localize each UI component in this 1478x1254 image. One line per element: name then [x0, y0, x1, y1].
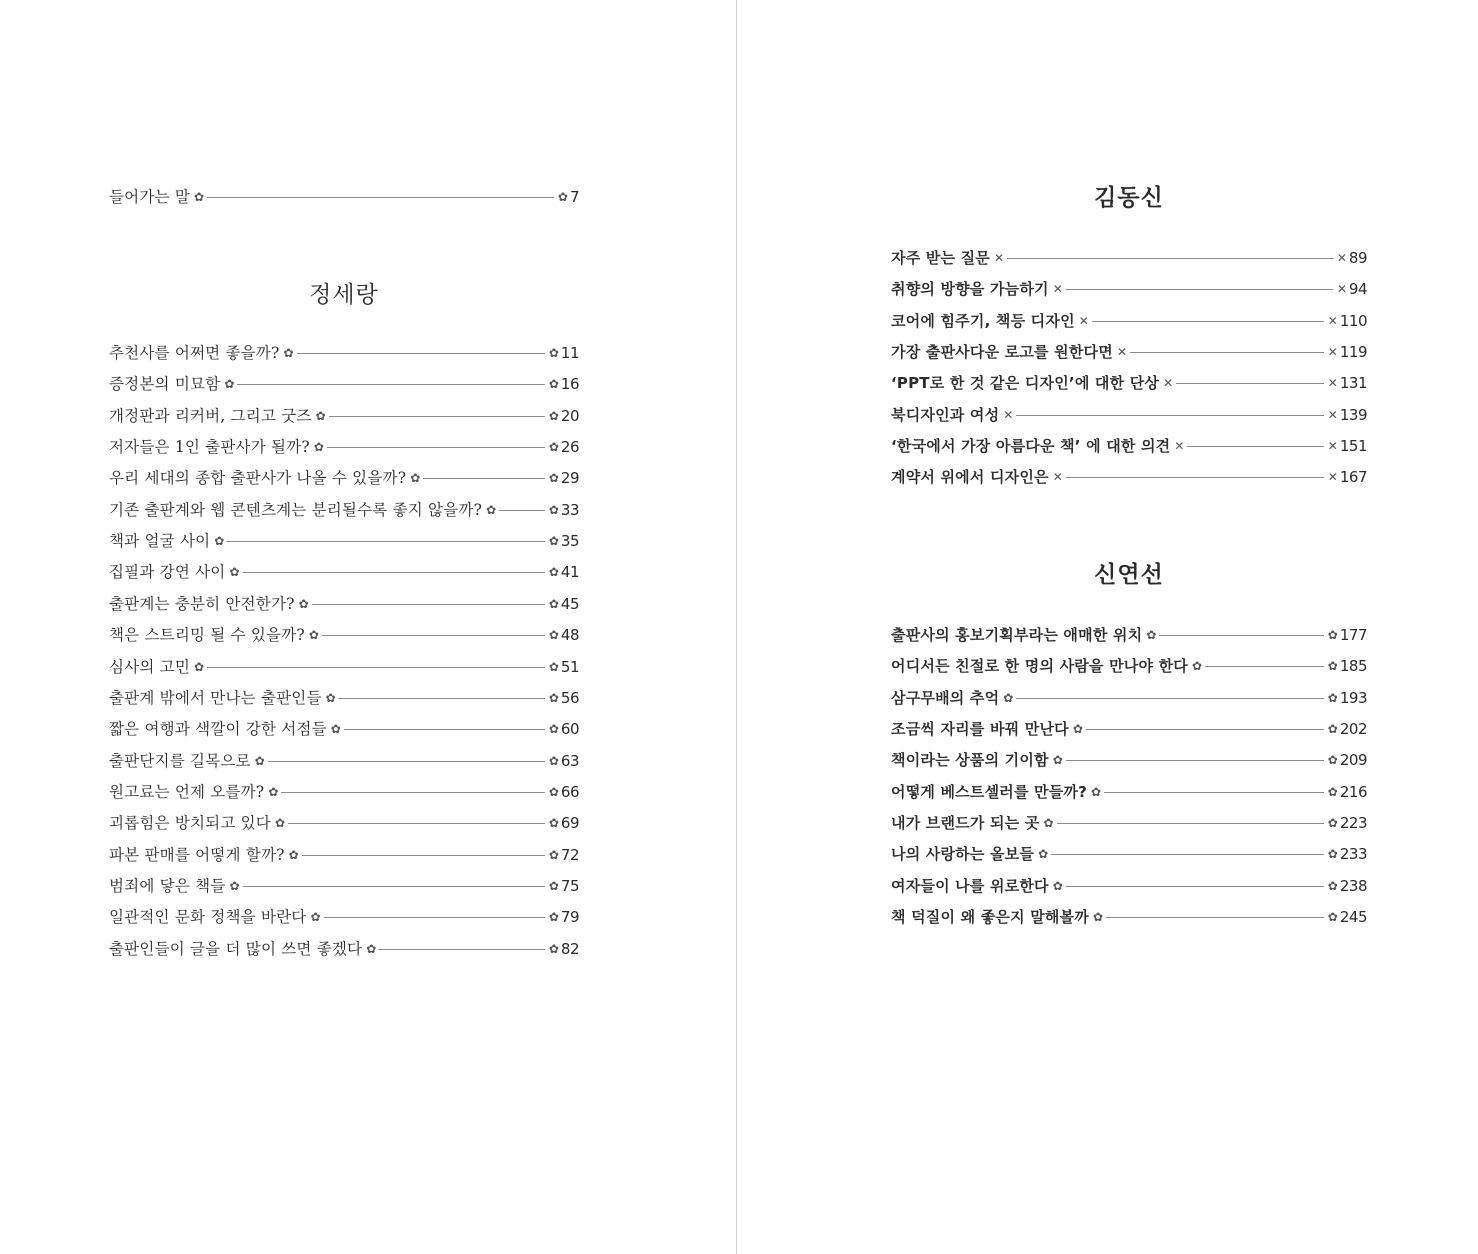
page-number: 202 [1339, 720, 1367, 739]
flower-icon: ✿ [275, 816, 286, 831]
toc-entry[interactable] [109, 623, 579, 647]
page-number: 75 [560, 876, 579, 895]
toc-entry[interactable] [109, 749, 579, 773]
entry-title: ‘PPT로 한 것 같은 디자인’에 대한 단상 [891, 374, 1160, 393]
dot-leader [1176, 383, 1324, 384]
cross-icon: ✕ [1327, 407, 1338, 422]
flower-icon: ✿ [1146, 628, 1157, 642]
cross-icon: ✕ [1336, 251, 1347, 265]
dot-leader [288, 823, 545, 824]
page-number: 185 [1339, 657, 1367, 676]
dot-leader [322, 635, 545, 636]
page-number: 139 [1339, 405, 1367, 424]
flower-icon: ✿ [548, 565, 559, 580]
toc-entry[interactable] [109, 780, 579, 804]
flower-icon: ✿ [366, 941, 377, 956]
flower-icon: ✿ [310, 910, 321, 925]
page-number: 20 [560, 406, 579, 425]
toc-entry[interactable] [891, 748, 1367, 772]
entry-title: 출판계는 충분히 안전한가? [109, 594, 295, 613]
flower-icon: ✿ [1091, 784, 1102, 799]
flower-icon: ✿ [1327, 847, 1338, 862]
entry-title: 추천사를 어쩌면 좋을까? [109, 344, 280, 362]
dot-leader [329, 416, 545, 417]
page-number: 7 [569, 188, 579, 206]
section-heading-jung-serang: 정세랑 [309, 282, 379, 308]
flower-icon: ✿ [548, 346, 559, 360]
dot-leader [243, 886, 545, 887]
entry-title: 기존 출판계와 웹 콘텐츠계는 분리될수록 좋지 않을까? [109, 500, 483, 519]
toc-entry[interactable] [109, 686, 579, 710]
toc-entry[interactable] [109, 435, 579, 459]
toc-entry[interactable] [891, 686, 1367, 710]
toc-entry[interactable] [109, 874, 579, 898]
dot-leader [243, 572, 545, 573]
dot-leader [1106, 917, 1324, 918]
flower-icon: ✿ [1327, 816, 1338, 831]
entry-title: 괴롭힘은 방치되고 있다 [109, 814, 271, 833]
toc-entry[interactable] [109, 529, 579, 553]
dot-leader [324, 917, 545, 918]
cross-icon: ✕ [1327, 376, 1338, 391]
flower-icon: ✿ [548, 878, 559, 893]
entry-title: 계약서 위에서 디자인은 [891, 468, 1049, 487]
toc-entry[interactable] [891, 905, 1367, 929]
entry-title: 들어가는 말 [109, 188, 190, 206]
toc-entry[interactable] [109, 937, 579, 961]
page-number: 193 [1339, 688, 1367, 707]
flower-icon: ✿ [224, 377, 235, 392]
toc-entry[interactable] [109, 811, 579, 835]
entry-title: 북디자인과 여성 [891, 405, 1000, 424]
cross-icon: ✕ [1327, 470, 1338, 485]
left-page [0, 0, 736, 1254]
entry-title: 출판단지를 길목으로 [109, 751, 251, 770]
page-number: 11 [560, 344, 579, 362]
page-number: 16 [560, 375, 579, 394]
flower-icon: ✿ [1038, 847, 1049, 862]
cross-icon: ✕ [1116, 345, 1127, 360]
page-number: 233 [1339, 845, 1367, 864]
right-page [737, 0, 1478, 1254]
entry-title: 집필과 강연 사이 [109, 563, 226, 582]
toc-entry[interactable] [109, 372, 579, 396]
dot-leader [1066, 760, 1324, 761]
page-number: 79 [560, 908, 579, 927]
toc-entry[interactable] [891, 623, 1367, 647]
toc-entry[interactable] [891, 465, 1367, 489]
flower-icon: ✿ [254, 753, 265, 768]
entry-title: 어떻게 베스트셀러를 만들까? [891, 782, 1088, 801]
page-number: 223 [1339, 814, 1367, 833]
flower-icon: ✿ [548, 534, 559, 549]
dot-leader [1066, 886, 1324, 887]
dot-leader [268, 761, 545, 762]
page-number: 209 [1339, 751, 1367, 770]
flower-icon: ✿ [229, 565, 240, 580]
flower-icon: ✿ [548, 596, 559, 611]
page-number: 33 [560, 500, 579, 519]
page-number: 245 [1339, 908, 1367, 927]
page-number: 119 [1339, 343, 1367, 362]
toc-entry[interactable] [891, 434, 1367, 458]
flower-icon: ✿ [1052, 878, 1063, 893]
flower-icon: ✿ [1327, 659, 1338, 674]
flower-icon: ✿ [548, 941, 559, 956]
entry-title: 취향의 방향을 가늠하기 [891, 280, 1049, 299]
entry-title: 원고료는 언제 오를까? [109, 782, 265, 801]
entry-title: 여자들이 나를 위로한다 [891, 876, 1049, 895]
toc-entry[interactable] [109, 404, 579, 428]
entry-title: 삼구무배의 추억 [891, 688, 1000, 707]
dot-leader [1066, 289, 1333, 290]
entry-title: 저자들은 1인 출판사가 될까? [109, 438, 310, 457]
dot-leader [1159, 635, 1323, 636]
flower-icon: ✿ [1052, 753, 1063, 768]
entry-title: 출판인들이 글을 더 많이 쓰면 좋겠다 [109, 939, 363, 958]
flower-icon: ✿ [548, 659, 559, 674]
entry-title: 자주 받는 질문 [891, 249, 990, 267]
page-number: 35 [560, 532, 579, 551]
entry-title: 개정판과 리커버, 그리고 굿즈 [109, 406, 312, 425]
toc-entry[interactable] [109, 466, 579, 490]
flower-icon: ✿ [298, 596, 309, 611]
page-number: 51 [560, 657, 579, 676]
page-number: 177 [1339, 626, 1367, 644]
toc-entry[interactable] [891, 811, 1367, 835]
flower-icon: ✿ [1003, 690, 1014, 705]
cross-icon: ✕ [1327, 313, 1338, 328]
dot-leader [1007, 258, 1333, 259]
entry-title: 코어에 힘주기, 책등 디자인 [891, 311, 1075, 330]
flower-icon: ✿ [325, 690, 336, 705]
flower-icon: ✿ [214, 534, 225, 549]
entry-title: 어디서든 친절로 한 명의 사람을 만나야 한다 [891, 657, 1188, 676]
cross-icon: ✕ [1052, 282, 1063, 297]
flower-icon: ✿ [1092, 910, 1104, 925]
dot-leader [1092, 321, 1324, 322]
toc-entry[interactable] [891, 246, 1367, 270]
toc-entry[interactable] [891, 309, 1367, 333]
flower-icon: ✿ [315, 408, 326, 423]
dot-leader [327, 447, 545, 448]
cross-icon: ✕ [1327, 439, 1338, 454]
flower-icon: ✿ [1327, 910, 1338, 925]
entry-title: 짧은 여행과 색깔이 강한 서점들 [109, 720, 327, 739]
entry-title: 조금씩 자리를 바꿔 만난다 [891, 720, 1069, 739]
page-number: 151 [1339, 437, 1367, 456]
dot-leader [499, 510, 545, 511]
dot-leader [1130, 352, 1324, 353]
entry-title: 책 덕질이 왜 좋은지 말해볼까 [891, 908, 1089, 927]
dot-leader [1086, 729, 1324, 730]
entry-title: 가장 출판사다운 로고를 원한다면 [891, 343, 1113, 362]
toc-entry[interactable] [109, 498, 579, 522]
entry-title: 내가 브랜드가 되는 곳 [891, 814, 1040, 833]
cross-icon: ✕ [994, 251, 1005, 265]
entry-title: 파본 판매를 어떻게 할까? [109, 845, 285, 864]
flower-icon: ✿ [548, 408, 559, 423]
entry-title: ‘한국에서 가장 아름다운 책’ 에 대한 의견 [891, 437, 1171, 456]
flower-icon: ✿ [548, 690, 559, 705]
cross-icon: ✕ [1174, 439, 1185, 454]
toc-entry[interactable] [891, 371, 1367, 395]
dot-leader [227, 541, 544, 542]
section-heading-kim-dongshin: 김동신 [1094, 185, 1164, 211]
page-number: 29 [560, 469, 579, 488]
flower-icon: ✿ [194, 659, 205, 674]
cross-icon: ✕ [1052, 470, 1063, 485]
flower-icon: ✿ [1327, 878, 1338, 893]
toc-entry[interactable] [109, 843, 579, 867]
page-number: 60 [560, 720, 579, 739]
entry-title: 일관적인 문화 정책을 바란다 [109, 908, 307, 927]
dot-leader [302, 855, 545, 856]
toc-entry[interactable] [891, 277, 1367, 301]
flower-icon: ✿ [330, 722, 341, 737]
entry-title: 우리 세대의 종합 출판사가 나올 수 있을까? [109, 469, 407, 488]
entry-title: 범죄에 닿은 책들 [109, 876, 226, 895]
page-number: 167 [1339, 468, 1367, 487]
flower-icon: ✿ [1327, 722, 1338, 737]
entry-title: 책이라는 상품의 기이함 [891, 751, 1049, 770]
toc-entry[interactable] [891, 340, 1367, 364]
page-number: 69 [560, 814, 579, 833]
section-heading-shin-yeonseon: 신연선 [1094, 562, 1164, 588]
toc-entry[interactable] [109, 717, 579, 741]
flower-icon: ✿ [548, 784, 559, 799]
toc-entry[interactable] [109, 592, 579, 616]
flower-icon: ✿ [308, 628, 319, 643]
dot-leader [1187, 446, 1323, 447]
page-number: 238 [1339, 876, 1367, 895]
dot-leader [379, 949, 545, 950]
toc-entry[interactable] [891, 842, 1367, 866]
cross-icon: ✕ [1336, 282, 1347, 297]
toc-entry[interactable] [109, 905, 579, 929]
flower-icon: ✿ [1043, 816, 1054, 831]
flower-icon: ✿ [410, 471, 421, 486]
dot-leader [344, 729, 545, 730]
flower-icon: ✿ [313, 440, 324, 455]
flower-icon: ✿ [1072, 722, 1083, 737]
flower-icon: ✿ [1191, 659, 1203, 674]
cross-icon: ✕ [1003, 407, 1014, 422]
dot-leader [1016, 415, 1323, 416]
dot-leader [312, 604, 545, 605]
entry-title: 출판사의 홍보기획부라는 애매한 위치 [891, 626, 1143, 644]
toc-entry[interactable] [891, 717, 1367, 741]
page-number: 45 [560, 594, 579, 613]
flower-icon: ✿ [194, 190, 205, 204]
entry-title: 출판계 밖에서 만나는 출판인들 [109, 688, 322, 707]
flower-icon: ✿ [229, 878, 240, 893]
flower-icon: ✿ [548, 502, 559, 517]
flower-icon: ✿ [288, 847, 299, 862]
dot-leader [1205, 666, 1324, 667]
toc-entry[interactable] [109, 560, 579, 584]
dot-leader [297, 353, 545, 354]
page-number: 56 [560, 688, 579, 707]
dot-leader [207, 197, 554, 198]
page-number: 48 [560, 626, 579, 645]
flower-icon: ✿ [548, 471, 559, 486]
dot-leader [339, 698, 545, 699]
dot-leader [1057, 823, 1324, 824]
flower-icon: ✿ [548, 910, 559, 925]
dot-leader [1066, 477, 1324, 478]
flower-icon: ✿ [548, 847, 559, 862]
page-number: 216 [1339, 782, 1367, 801]
cross-icon: ✕ [1078, 313, 1089, 328]
flower-icon: ✿ [283, 346, 294, 360]
entry-title: 심사의 고민 [109, 657, 190, 676]
page-number: 110 [1339, 311, 1367, 330]
dot-leader [1104, 792, 1324, 793]
flower-icon: ✿ [548, 722, 559, 737]
flower-icon: ✿ [1327, 753, 1338, 768]
flower-icon: ✿ [486, 502, 497, 517]
toc-entry[interactable] [891, 403, 1367, 427]
cross-icon: ✕ [1327, 345, 1338, 360]
page-number: 41 [560, 563, 579, 582]
dot-leader [1016, 698, 1323, 699]
flower-icon: ✿ [557, 190, 568, 204]
dot-leader [423, 478, 545, 479]
flower-icon: ✿ [548, 628, 559, 643]
page-number: 66 [560, 782, 579, 801]
flower-icon: ✿ [548, 440, 559, 455]
dot-leader [237, 384, 544, 385]
dot-leader [207, 667, 545, 668]
entry-title: 책과 얼굴 사이 [109, 532, 211, 551]
toc-entry[interactable] [891, 780, 1367, 804]
page-number: 131 [1339, 374, 1367, 393]
page-number: 89 [1348, 249, 1367, 267]
page-number: 72 [560, 845, 579, 864]
page-number: 82 [560, 939, 579, 958]
toc-entry[interactable] [891, 654, 1367, 678]
page-number: 26 [560, 438, 579, 457]
flower-icon: ✿ [1327, 628, 1338, 642]
page-number: 63 [560, 751, 579, 770]
dot-leader [281, 792, 544, 793]
toc-entry-intro[interactable] [109, 185, 579, 209]
toc-entry[interactable] [109, 341, 579, 365]
page-number: 94 [1348, 280, 1367, 299]
entry-title: 나의 사랑하는 올보들 [891, 845, 1035, 864]
flower-icon: ✿ [548, 753, 559, 768]
toc-entry[interactable] [109, 655, 579, 679]
dot-leader [1051, 854, 1324, 855]
flower-icon: ✿ [268, 784, 279, 799]
flower-icon: ✿ [1327, 784, 1338, 799]
toc-entry[interactable] [891, 874, 1367, 898]
cross-icon: ✕ [1163, 376, 1174, 391]
entry-title: 증정본의 미묘함 [109, 375, 221, 394]
flower-icon: ✿ [548, 377, 559, 392]
entry-title: 책은 스트리밍 될 수 있을까? [109, 626, 305, 645]
flower-icon: ✿ [548, 816, 559, 831]
flower-icon: ✿ [1327, 690, 1338, 705]
